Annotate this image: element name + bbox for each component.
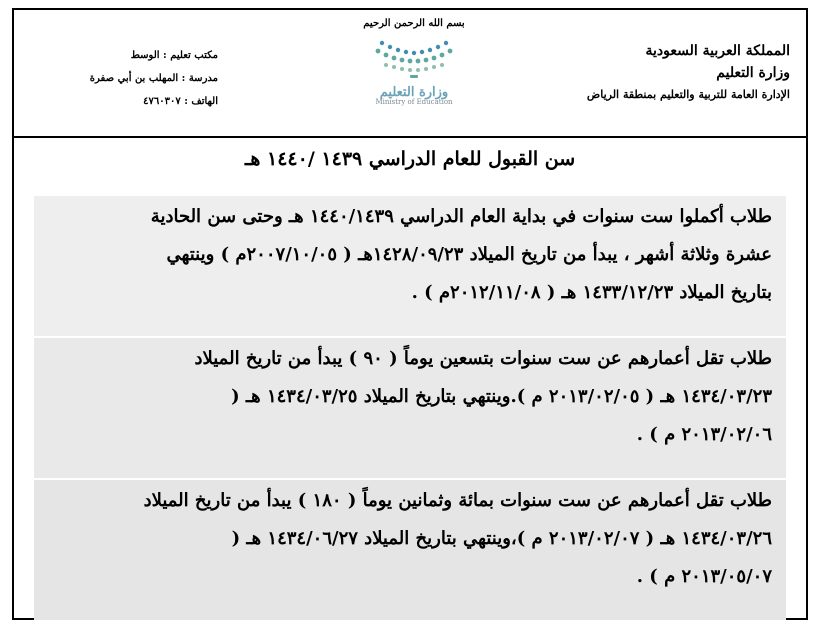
section-3 [34,480,786,620]
section-line: طلاب تقل أعمارهم عن ست سنوات بمائة وثمانين يوماً ( ١٨٠ ) يبدأ من تاريخ الميلاد [143,490,772,511]
section-line: ١٤٣٤/٠٣/٢٦ هـ ( ٢٠١٣/٠٢/٠٧ م )،وينتهي بتاريخ الميلاد ١٤٣٤/٠٦/٢٧ هـ ( [231,528,772,549]
basmala: بسم الله الرحمن الرحيم [363,18,465,29]
letterhead-center [354,18,474,106]
section-line: ٢٠١٣/٠٢/٠٦ م ) . [636,424,772,445]
letterhead [14,10,806,138]
logo-arabic-text: وزارة التعليم [379,85,449,100]
section-line: ١٤٣٤/٠٣/٢٣ هـ ( ٢٠١٣/٠٢/٠٥ م ).وينتهي بتاريخ الميلاد ١٤٣٤/٠٣/٢٥ هـ ( [231,386,772,407]
section-line: طلاب أكملوا ست سنوات في بداية العام الدراسي ١٤٤٠/١٤٣٩ هـ وحتى سن الحادية [150,206,772,227]
kingdom-name: المملكة العربية السعودية [645,43,790,59]
section-line: طلاب تقل أعمارهم عن ست سنوات بتسعين يوماً ( ٩٠ ) يبدأ من تاريخ الميلاد [194,348,772,369]
letterhead-left [48,44,218,113]
ministry-logo-icon [364,33,464,93]
section-line: ٢٠١٣/٠٥/٠٧ م ) . [636,566,772,587]
section-line: عشرة وثلاثة أشهر ، يبدأ من تاريخ الميلاد ١٤٢٨/٠٩/٢٣هـ ( ٢٠٠٧/١٠/٠٥م ) وينتهي [166,244,772,265]
logo-english-text: Ministry of Education [375,98,453,106]
section-2 [34,338,786,478]
section-line: بتاريخ الميلاد ١٤٣٣/١٢/٢٣ هـ ( ٢٠١٢/١١/٠٨م ) . [411,282,772,303]
administration-name: الإدارة العامة للتربية والتعليم بمنطقة الرياض [586,88,790,101]
document-frame [12,8,808,620]
school-name: مدرسة : المهلب بن أبي صفرة [89,73,218,84]
school-phone: الهاتف : ٤٧٦٠٣٠٧ [143,96,218,107]
ministry-name: وزارة التعليم [716,65,790,81]
letterhead-right [550,40,790,106]
education-office: مكتب تعليم : الوسط [130,50,218,61]
section-1 [34,196,786,336]
page-title: سن القبول للعام الدراسي ١٤٣٩ /١٤٤٠ هـ [244,148,576,170]
